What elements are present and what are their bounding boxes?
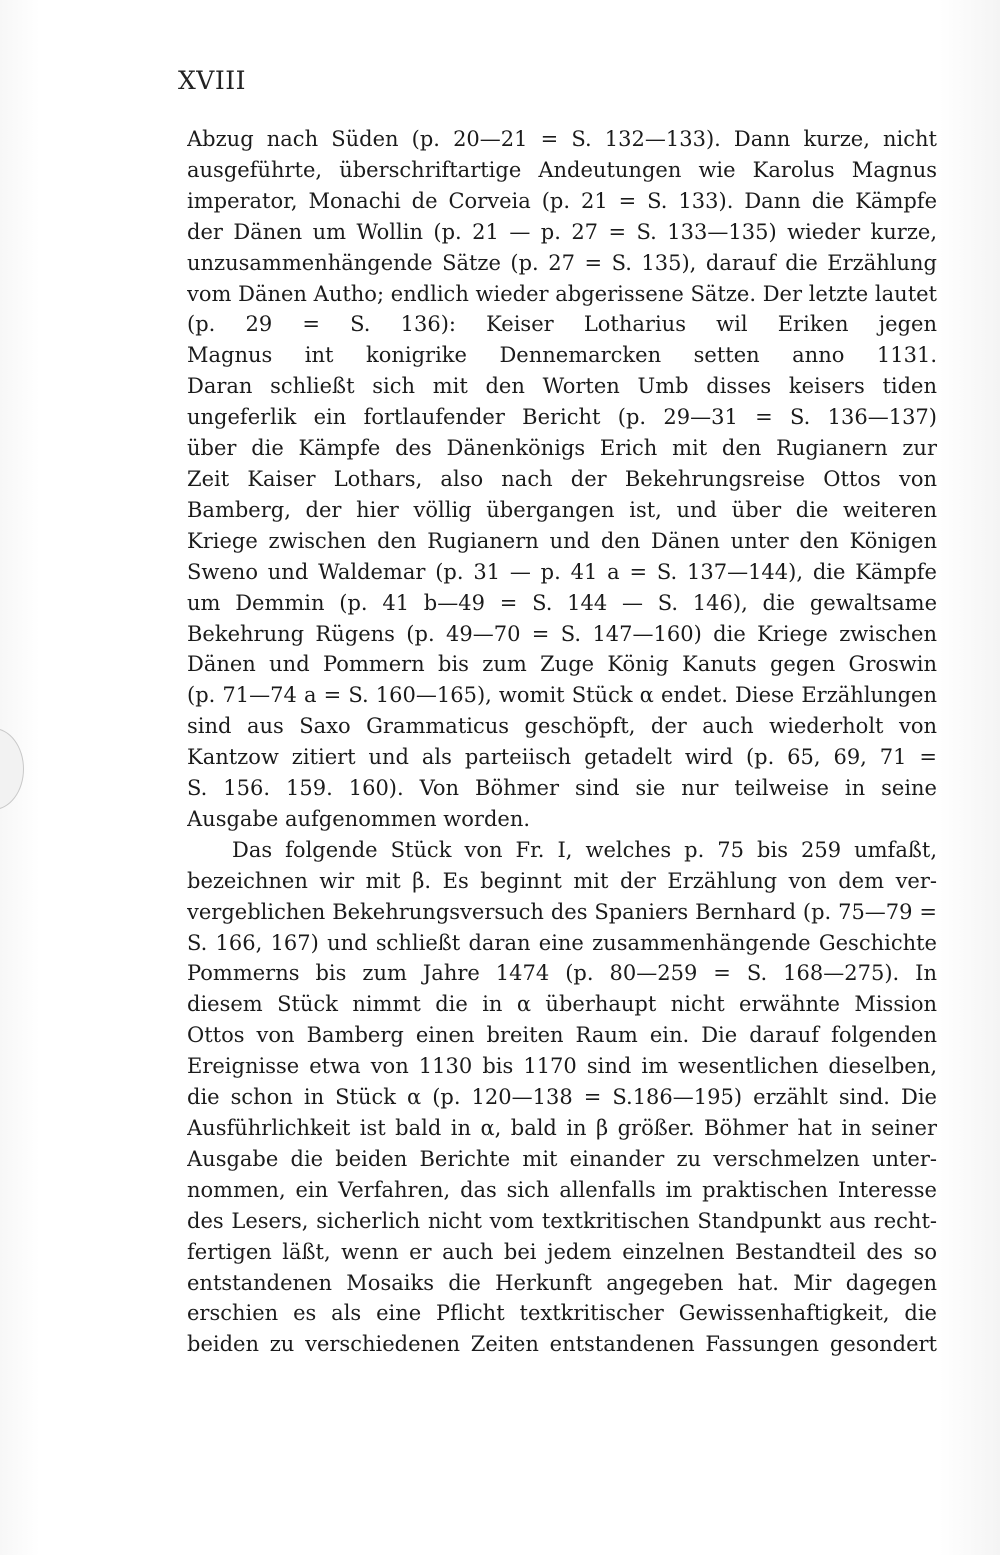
text-line: die schon in Stück α (p. 120—138 = S.186—195) erzählt sind. Die: [187, 1085, 937, 1110]
text-line: Bekehrung Rügens (p. 49—70 = S. 147—160) die Kriege zwischen: [187, 621, 937, 646]
text-line: Ereignisse etwa von 1130 bis 1170 sind im wesentlichen dieselben,: [187, 1054, 937, 1079]
text-line: fertigen läßt, wenn er auch bei jedem einzelnen Bestandteil des so: [187, 1239, 937, 1264]
text-line: der Dänen um Wollin (p. 21 — p. 27 = S. 133—135) wieder kurze,: [187, 219, 937, 244]
text-line: Zeit Kaiser Lothars, also nach der Bekehrungsreise Ottos von: [187, 466, 937, 491]
body-text: [187, 124, 937, 1360]
page-number: XVIII: [178, 66, 246, 95]
text-line: Magnus int konigrike Dennemarcken setten anno 1131.: [187, 343, 937, 368]
text-line: (p. 71—74 a = S. 160—165), womit Stück α endet. Diese Erzählungen: [187, 683, 937, 708]
text-line: um Demmin (p. 41 b—49 = S. 144 — S. 146), die gewaltsame: [187, 590, 937, 615]
text-line: beiden zu verschiedenen Zeiten entstandenen Fassungen gesondert: [187, 1332, 937, 1357]
text-line: (p. 29 = S. 136): Keiser Lotharius wil Eriken jegen: [187, 312, 937, 337]
text-line: Kriege zwischen den Rugianern und den Dänen unter den Königen: [187, 528, 937, 553]
text-line: Daran schließt sich mit den Worten Umb disses keisers tiden: [187, 374, 937, 399]
text-line: Ausgabe aufgenommen worden.: [187, 806, 531, 831]
text-line: S. 156. 159. 160). Von Böhmer sind sie nur teilweise in seine: [187, 776, 937, 801]
text-line: des Lesers, sicherlich nicht vom textkritischen Standpunkt aus recht-: [187, 1208, 937, 1233]
text-line: Dänen und Pommern bis zum Zuge König Kanuts gegen Groswin: [187, 652, 937, 677]
text-line: Bamberg, der hier völlig übergangen ist, und über die weiteren: [187, 497, 937, 522]
text-line: ungeferlik ein fortlaufender Bericht (p. 29—31 = S. 136—137): [187, 405, 937, 430]
text-line: Sweno und Waldemar (p. 31 — p. 41 a = S. 137—144), die Kämpfe: [187, 559, 937, 584]
text-line: Das folgende Stück von Fr. I, welches p. 75 bis 259 umfaßt,: [232, 837, 937, 862]
text-line: bezeichnen wir mit β. Es beginnt mit der Erzählung von dem ver-: [187, 868, 937, 893]
text-line: entstandenen Mosaiks die Herkunft angegeben hat. Mir dagegen: [187, 1270, 937, 1295]
text-line: Ausführlichkeit ist bald in α, bald in β größer. Böhmer hat in seiner: [187, 1116, 937, 1140]
text-line: Ausgabe die beiden Berichte mit einander zu verschmelzen unter-: [187, 1146, 937, 1171]
text-line: Ottos von Bamberg einen breiten Raum ein. Die darauf folgenden: [187, 1023, 937, 1048]
text-line: Pommerns bis zum Jahre 1474 (p. 80—259 = S. 168—275). In: [187, 961, 937, 986]
text-line: Abzug nach Süden (p. 20—21 = S. 132—133). Dann kurze, nicht: [187, 127, 937, 151]
text-line: vom Dänen Autho; endlich wieder abgerissene Sätze. Der letzte lautet: [187, 281, 937, 306]
text-line: vergeblichen Bekehrungsversuch des Spaniers Bernhard (p. 75—79 =: [187, 899, 937, 924]
text-line: S. 166, 167) und schließt daran eine zusammenhängende Geschichte: [187, 930, 937, 955]
text-line: ausgeführte, überschriftartige Andeutungen wie Karolus Magnus: [187, 157, 937, 182]
text-line: imperator, Monachi de Corveia (p. 21 = S. 133). Dann die Kämpfe: [187, 188, 937, 213]
page-edge-curl: [0, 728, 24, 810]
text-line: sind aus Saxo Grammaticus geschöpft, der auch wiederholt von: [187, 714, 937, 739]
text-line: Kantzow zitiert und als parteiisch getadelt wird (p. 65, 69, 71 =: [187, 745, 937, 770]
text-line: nommen, ein Verfahren, das sich allenfalls im praktischen Interesse: [187, 1177, 937, 1202]
text-line: erschien es als eine Pflicht textkritischer Gewissenhaftigkeit, die: [187, 1301, 937, 1326]
text-line: unzusammenhängende Sätze (p. 27 = S. 135), darauf die Erzählung: [187, 250, 937, 275]
text-line: über die Kämpfe des Dänenkönigs Erich mit den Rugianern zur: [187, 436, 937, 461]
text-line: diesem Stück nimmt die in α überhaupt nicht erwähnte Mission: [187, 992, 937, 1017]
